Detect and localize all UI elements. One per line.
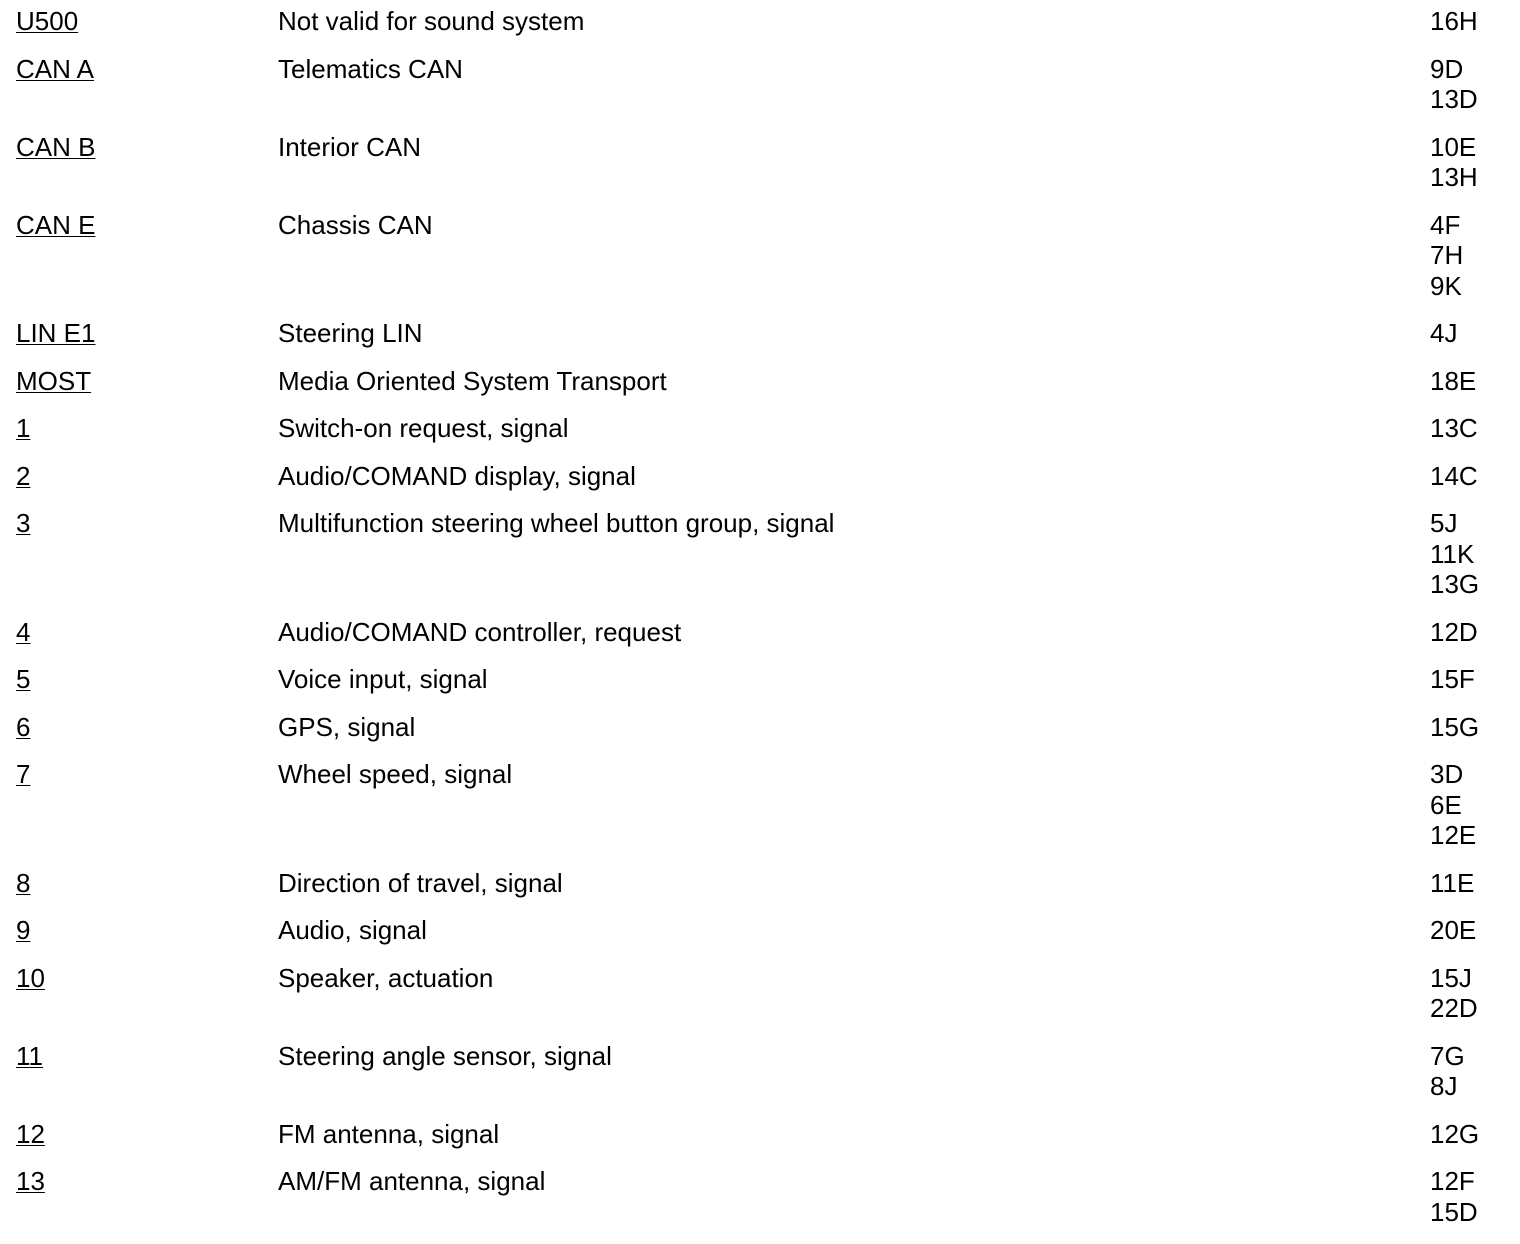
grid-reference: 12E: [1430, 820, 1477, 850]
signal-description: Direction of travel, signal: [278, 867, 563, 898]
signal-code-link[interactable]: 10: [16, 962, 45, 993]
grid-reference: 22D: [1430, 993, 1478, 1023]
signal-code-link[interactable]: 12: [16, 1118, 45, 1149]
signal-description: Chassis CAN: [278, 209, 433, 240]
grid-reference: 18E: [1430, 365, 1477, 396]
legend-row: [0, 1041, 1520, 1102]
signal-code-link[interactable]: CAN A: [16, 53, 95, 84]
legend-row: [0, 963, 1520, 1024]
grid-references: [1430, 712, 1510, 743]
legend-row: [0, 1119, 1520, 1150]
signal-code-link[interactable]: CAN B: [16, 131, 96, 162]
grid-references: [1430, 54, 1510, 115]
signal-code-link[interactable]: 7: [16, 759, 31, 789]
signal-description: Wheel speed, signal: [278, 759, 513, 789]
legend-row: [0, 461, 1520, 492]
signal-code-link[interactable]: 6: [16, 711, 31, 742]
legend-row: [0, 132, 1520, 193]
grid-references: [1430, 318, 1510, 349]
grid-reference: 15J: [1430, 962, 1472, 993]
signal-description: Audio/COMAND display, signal: [278, 460, 636, 491]
signal-code-link[interactable]: 2: [16, 460, 31, 491]
signal-code-link[interactable]: 9: [16, 915, 31, 945]
grid-reference: 7H: [1430, 240, 1464, 270]
grid-references: [1430, 1166, 1510, 1227]
grid-reference: 16H: [1430, 6, 1478, 36]
legend-row: [0, 366, 1520, 397]
signal-description: FM antenna, signal: [278, 1118, 500, 1149]
signal-code-link[interactable]: 4: [16, 616, 31, 647]
signal-description: Steering LIN: [278, 318, 423, 348]
grid-references: [1430, 915, 1510, 946]
signal-description: Multifunction steering wheel button group, signal: [278, 508, 835, 538]
grid-reference: 10E: [1430, 131, 1477, 162]
signal-code-link[interactable]: 13: [16, 1166, 45, 1196]
grid-references: [1430, 1041, 1510, 1102]
signal-code-link[interactable]: 8: [16, 867, 31, 898]
grid-reference: 3D: [1430, 759, 1464, 789]
grid-references: [1430, 508, 1510, 600]
signal-code-link[interactable]: LIN E1: [16, 318, 96, 348]
grid-reference: 15D: [1430, 1196, 1478, 1227]
signal-description: Media Oriented System Transport: [278, 365, 667, 396]
grid-reference: 15F: [1430, 664, 1475, 694]
grid-reference: 13C: [1430, 413, 1478, 443]
grid-reference: 9K: [1430, 270, 1462, 301]
grid-references: [1430, 664, 1510, 695]
grid-references: [1430, 461, 1510, 492]
grid-references: [1430, 617, 1510, 648]
grid-reference: 4F: [1430, 209, 1461, 240]
legend-row: [0, 868, 1520, 899]
legend-row: [0, 712, 1520, 743]
grid-reference: 13G: [1430, 569, 1480, 599]
grid-reference: 4J: [1430, 318, 1458, 348]
grid-reference: 12F: [1430, 1166, 1475, 1196]
legend-row: [0, 664, 1520, 695]
grid-reference: 9D: [1430, 53, 1464, 84]
grid-reference: 13H: [1430, 162, 1478, 192]
legend-row: [0, 210, 1520, 302]
signal-code-link[interactable]: MOST: [16, 365, 92, 396]
signal-description: Interior CAN: [278, 131, 422, 162]
signal-description: Audio/COMAND controller, request: [278, 616, 682, 647]
grid-reference: 13D: [1430, 84, 1478, 114]
legend-row: [0, 915, 1520, 946]
grid-reference: 11E: [1430, 867, 1475, 898]
grid-reference: 7G: [1430, 1040, 1465, 1071]
signal-description: Not valid for sound system: [278, 6, 585, 36]
legend-row: [0, 508, 1520, 600]
legend-row: [0, 54, 1520, 115]
signal-description: Telematics CAN: [278, 53, 463, 84]
grid-references: [1430, 759, 1510, 851]
legend-row: [0, 6, 1520, 37]
signal-code-link[interactable]: 11: [16, 1040, 43, 1071]
legend-row: [0, 318, 1520, 349]
signal-description: AM/FM antenna, signal: [278, 1166, 546, 1196]
signal-description: Switch-on request, signal: [278, 413, 569, 443]
grid-reference: 8J: [1430, 1071, 1458, 1101]
grid-reference: 14C: [1430, 460, 1478, 491]
grid-references: [1430, 413, 1510, 444]
signal-code-link[interactable]: CAN E: [16, 209, 96, 240]
legend-row: [0, 413, 1520, 444]
legend-row: [0, 617, 1520, 648]
signal-code-link[interactable]: 3: [16, 508, 31, 538]
grid-reference: 20E: [1430, 915, 1477, 945]
grid-references: [1430, 366, 1510, 397]
signal-description: Steering angle sensor, signal: [278, 1040, 612, 1071]
signal-code-link[interactable]: U500: [16, 6, 79, 36]
signal-legend-table: [0, 6, 1520, 1244]
grid-references: [1430, 868, 1510, 899]
grid-reference: 6E: [1430, 789, 1462, 820]
grid-reference: 12G: [1430, 1118, 1480, 1149]
signal-description: Audio, signal: [278, 915, 427, 945]
legend-row: [0, 759, 1520, 851]
signal-description: Speaker, actuation: [278, 962, 494, 993]
legend-row: [0, 1166, 1520, 1227]
signal-description: Voice input, signal: [278, 664, 488, 694]
grid-references: [1430, 6, 1510, 37]
grid-reference: 12D: [1430, 616, 1478, 647]
grid-reference: 15G: [1430, 711, 1480, 742]
signal-code-link[interactable]: 5: [16, 664, 31, 694]
signal-code-link[interactable]: 1: [16, 413, 31, 443]
signal-description: GPS, signal: [278, 711, 416, 742]
grid-reference: 11K: [1430, 538, 1475, 569]
grid-references: [1430, 1119, 1510, 1150]
grid-references: [1430, 210, 1510, 302]
grid-references: [1430, 963, 1510, 1024]
grid-reference: 5J: [1430, 508, 1458, 538]
grid-references: [1430, 132, 1510, 193]
